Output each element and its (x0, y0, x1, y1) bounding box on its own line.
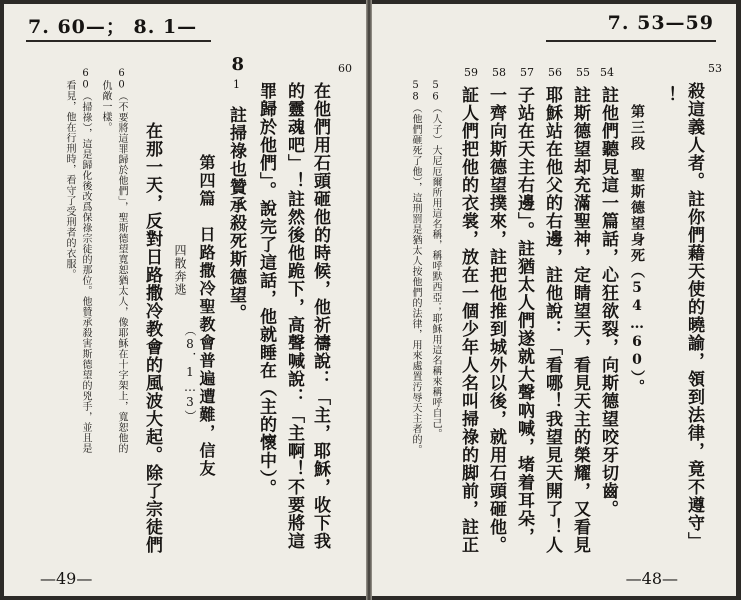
main-text-column: 註掃祿也贊承殺死斯德望。 (226, 106, 246, 322)
right-page (372, 4, 736, 596)
footnote-column: 56（人子）大尼厄爾所用這名稱，稱呼默西亞；耶穌用這名稱來稱呼自己。 (430, 80, 441, 439)
footnote-column: 58（他們砸死了他），這刑罰是猶太人按他們的法律，用來處置汚辱天主者的。 (410, 80, 421, 455)
footnote-column: 看見，他在行刑時，看守了受刑者的衣服。 (64, 80, 75, 280)
part-title: 第四篇 日路撒冷聖教會普遍遭難，信友 (197, 154, 216, 478)
main-text-column: 罪歸於他們」。說完了這話，他就睡在（主的懷中）。 (256, 82, 276, 497)
main-text-column: 殺這義人者。註你們藉天使的曉諭，領到法律，竟不遵守」 (684, 82, 704, 550)
page-number: —49— (40, 569, 93, 588)
page-number: —48— (625, 569, 678, 588)
running-header: 7. 53—59 (607, 12, 714, 34)
verse-number: 60 (338, 62, 352, 75)
footnote-column: 仇敵一樣。 (100, 80, 111, 133)
verse-number: 54 (600, 66, 614, 79)
main-text-column: 的靈魂吧」！註然後他跪下，高聲喊說：「主啊！不要將這 (284, 82, 304, 550)
verse-number: 56 (548, 66, 562, 79)
main-text-column: 一齊向斯德望撲來，註把他推到城外以後，就用石頭砸他。 (486, 86, 506, 554)
main-text-column: 在他們用石頭砸他的時候，他祈禱說：「主，耶穌，收下我 (310, 82, 330, 550)
verse-number: 59 (464, 66, 478, 79)
main-text-column: 註他們聽見這一篇話，心狂欲裂，向斯德望咬牙切齒。 (598, 86, 618, 518)
main-text-column: 註斯德望却充滿聖神，定睛望天，看見天主的榮耀，又看見 (570, 86, 590, 554)
footnote-column: 60（不要將這罪歸於他們」，聖斯德望寬恕猶太人，像耶穌在十字架上，寬恕他的 (116, 68, 127, 454)
main-text-column: 証人們把他的衣裳，放在一個少年人名叫掃祿的脚前，註正 (458, 86, 478, 554)
part-reference: （8．1…3） (183, 324, 197, 423)
part-subtitle: 四散奔逃 (173, 244, 187, 296)
left-page (4, 4, 366, 596)
header-rule (546, 40, 716, 42)
section-number: 8 (231, 54, 244, 75)
section-subnumber: 1 (233, 78, 240, 91)
verse-number: 58 (492, 66, 506, 79)
main-text-column: 耶穌站在他父的右邊，註他說：「看哪！我望見天開了！人 (542, 86, 562, 554)
running-header: 7. 60—； 8. 1— (28, 16, 198, 38)
verse-number: 57 (520, 66, 534, 79)
verse-number: 53 (708, 62, 722, 75)
main-text-column: 子站在天主右邊」。註猶太人們遂就大聲吶喊，堵着耳朵， (514, 86, 534, 546)
footnote-column: 60（掃祿），這是歸化後改爲保祿宗徒的那位。他贊承殺害斯德望的兇手，並且是 (80, 68, 91, 454)
header-rule (26, 40, 211, 42)
section-heading: 第三段 聖斯德望身死（54…60）。 (629, 104, 645, 395)
main-text-column: ！ (656, 86, 676, 104)
verse-number: 55 (576, 66, 590, 79)
main-text-column: 在那一天，反對日路撒冷教會的風波大起。除了宗徒們 (142, 122, 162, 554)
